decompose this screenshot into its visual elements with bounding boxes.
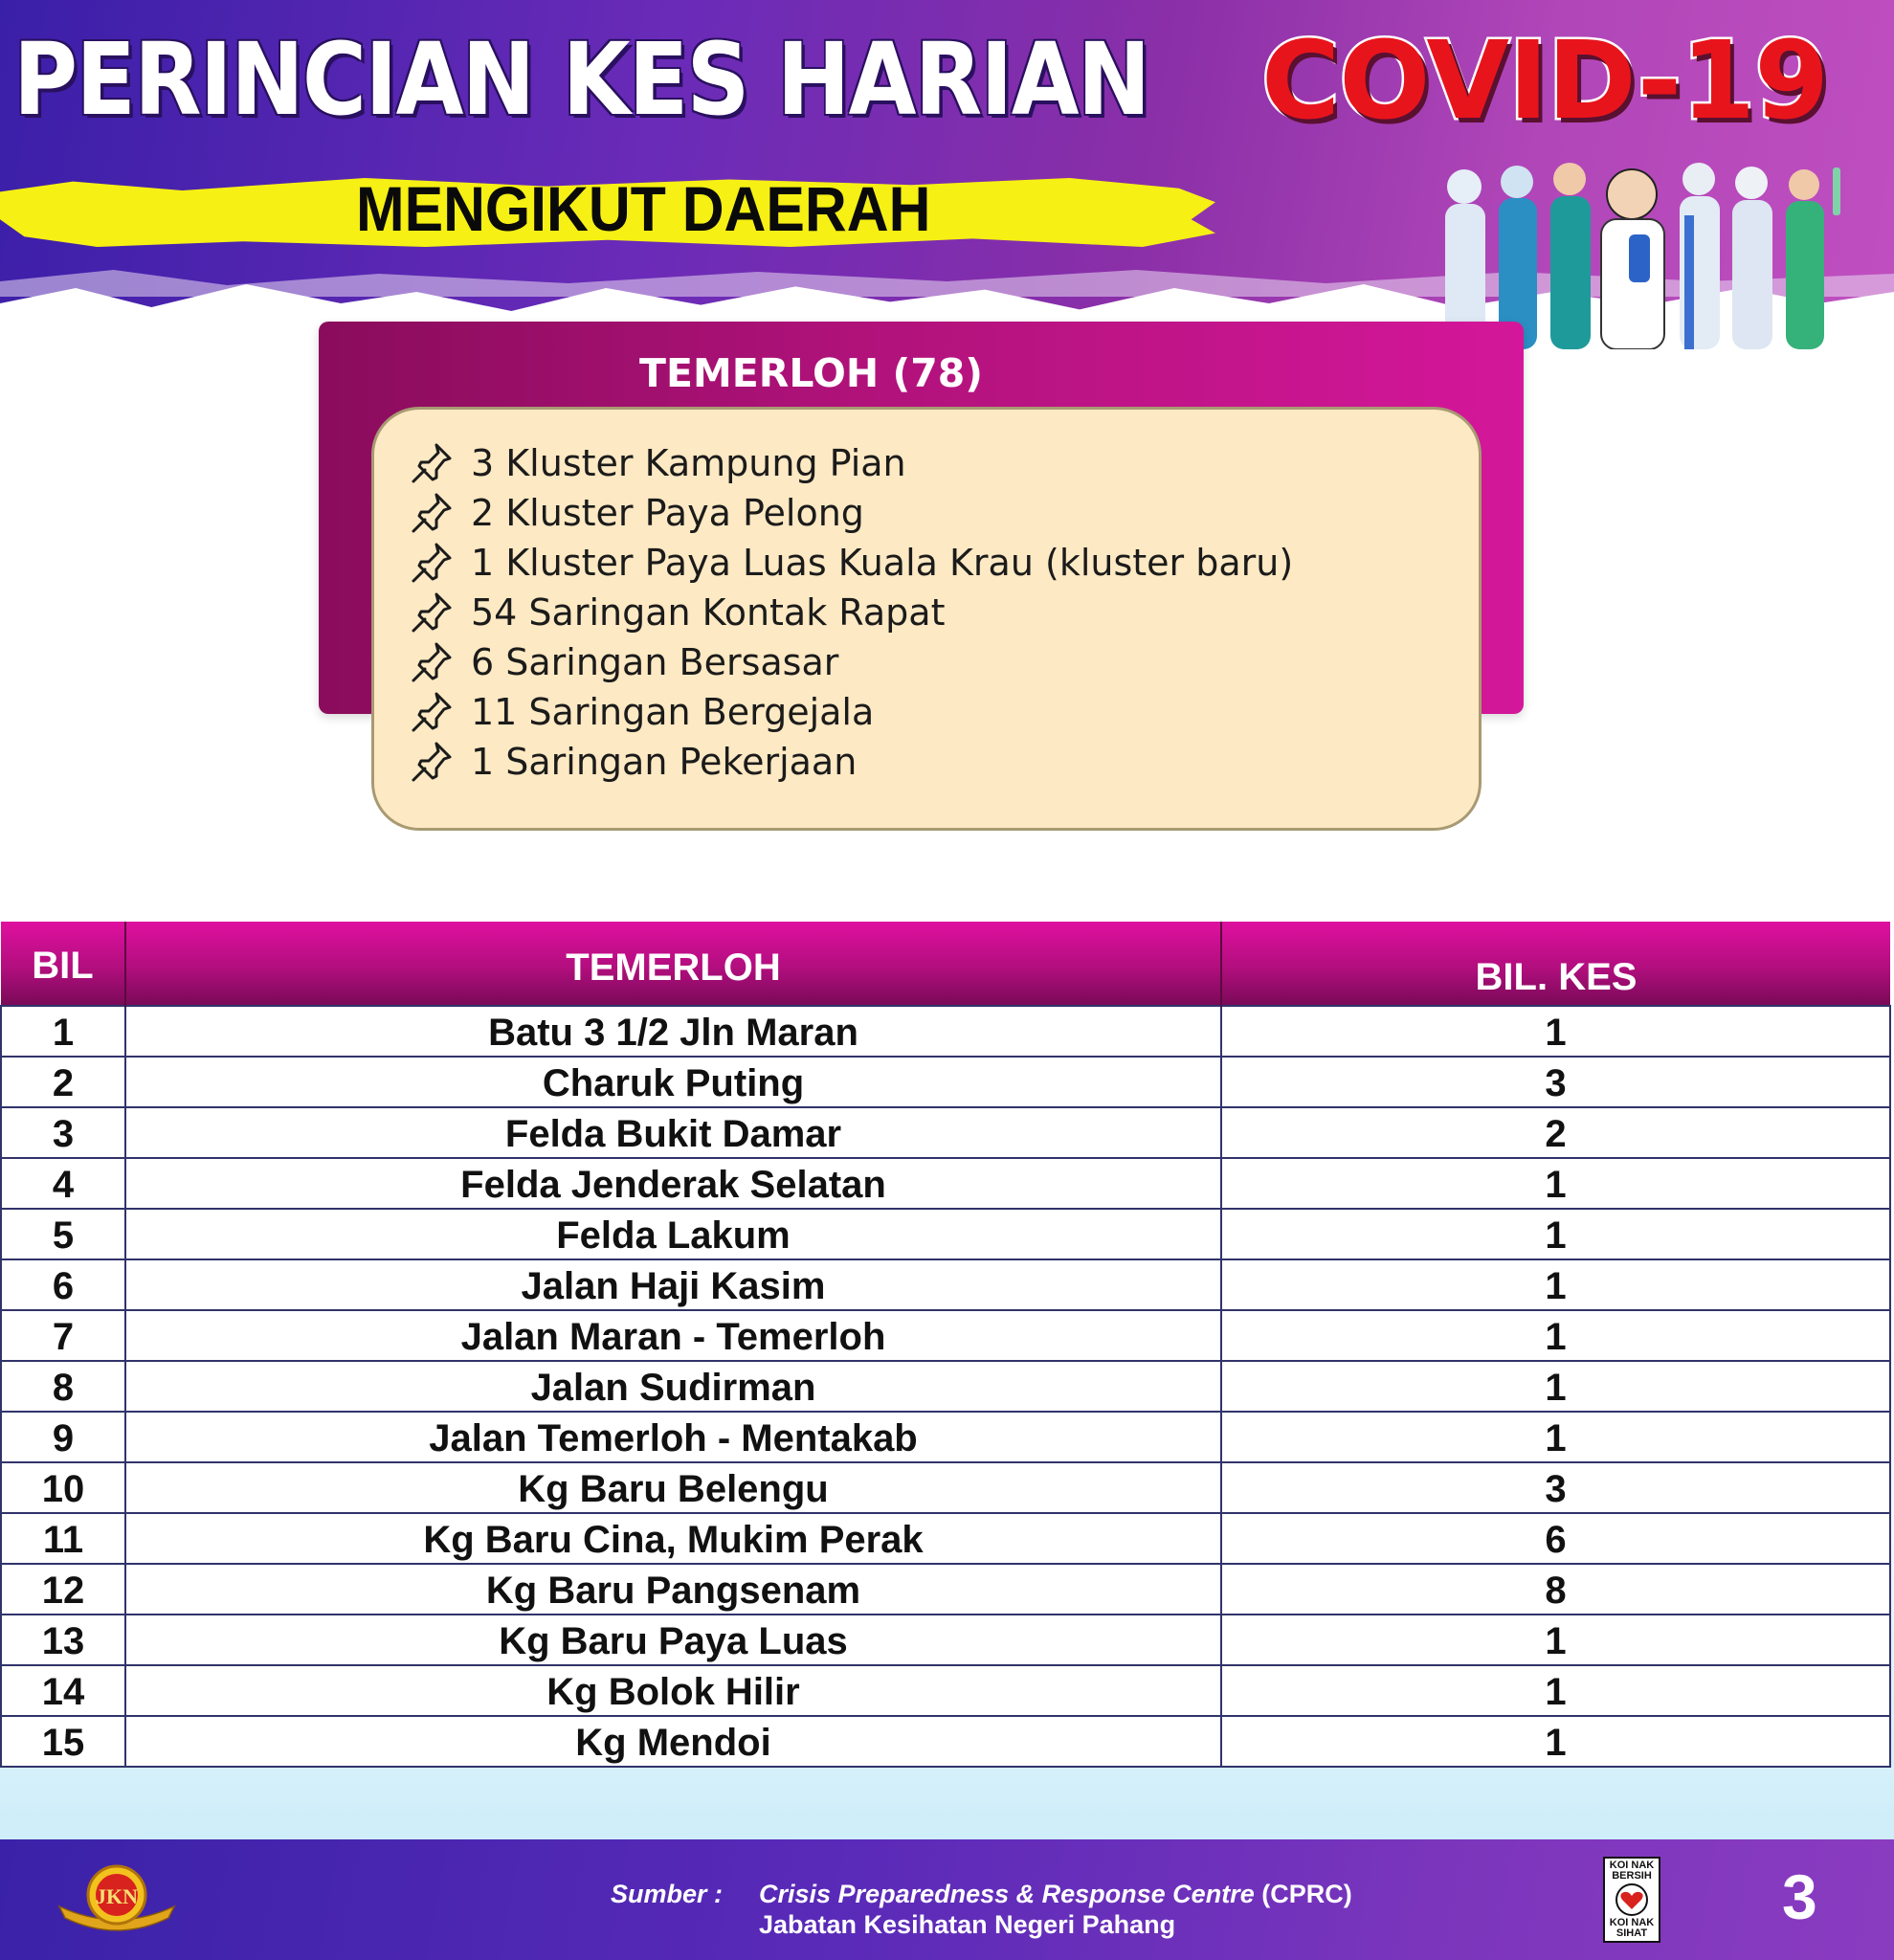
source-label: Sumber : [611, 1880, 724, 1908]
summary-item-text: 54 Saringan Kontak Rapat [471, 591, 946, 634]
cell-bil: 6 [1, 1259, 125, 1310]
cell-cases: 1 [1221, 1361, 1890, 1412]
cell-cases: 3 [1221, 1057, 1890, 1107]
cell-cases: 1 [1221, 1310, 1890, 1361]
cell-bil: 4 [1, 1158, 125, 1209]
cell-bil: 12 [1, 1564, 125, 1615]
cell-location: Kg Baru Belengu [125, 1462, 1221, 1513]
table-row [1, 1462, 1890, 1513]
pushpin-icon [408, 690, 457, 734]
cell-cases: 1 [1221, 1412, 1890, 1462]
cell-location: Jalan Temerloh - Mentakab [125, 1412, 1221, 1462]
table-row [1, 1310, 1890, 1361]
district-summary-title: TEMERLOH (78) [639, 350, 983, 396]
cell-location: Felda Jenderak Selatan [125, 1158, 1221, 1209]
summary-item-text: 1 Kluster Paya Luas Kuala Krau (kluster baru) [471, 542, 1294, 584]
source-organization: Crisis Preparedness & Response Centre [759, 1880, 1255, 1908]
cell-bil: 3 [1, 1107, 125, 1158]
cell-cases: 1 [1221, 1158, 1890, 1209]
column-header-cases: BIL. KES [1221, 922, 1890, 1006]
koi-nak-sihat-badge [1603, 1857, 1660, 1943]
cell-cases: 1 [1221, 1665, 1890, 1716]
table-row [1, 1209, 1890, 1259]
summary-item [408, 737, 1479, 787]
summary-item [408, 588, 1479, 637]
worker-figure-3 [1550, 163, 1591, 349]
cell-cases: 3 [1221, 1462, 1890, 1513]
summary-item-text: 3 Kluster Kampung Pian [471, 442, 906, 484]
koi-badge-top-text: KOI NAK BERSIH [1609, 1860, 1655, 1882]
cell-cases: 1 [1221, 1716, 1890, 1767]
cell-location: Kg Bolok Hilir [125, 1665, 1221, 1716]
cell-location: Batu 3 1/2 Jln Maran [125, 1006, 1221, 1057]
healthcare-workers-illustration [1426, 158, 1876, 349]
summary-item-text: 2 Kluster Paya Pelong [471, 492, 864, 534]
worker-figure-7 [1786, 167, 1840, 349]
cases-by-location-table [0, 922, 1891, 1768]
cell-location: Kg Baru Paya Luas [125, 1615, 1221, 1665]
worker-figure-center [1601, 169, 1664, 349]
pushpin-icon [408, 541, 457, 585]
cell-cases: 1 [1221, 1209, 1890, 1259]
pushpin-icon [408, 590, 457, 635]
cell-bil: 15 [1, 1716, 125, 1767]
cell-bil: 13 [1, 1615, 125, 1665]
table-row [1, 1665, 1890, 1716]
worker-figure-5 [1680, 163, 1720, 349]
table-row [1, 1057, 1890, 1107]
column-header-bil: BIL [1, 922, 125, 1006]
cell-bil: 2 [1, 1057, 125, 1107]
summary-notes-box [371, 407, 1482, 831]
jkn-logo [56, 1859, 178, 1937]
worker-figure-6 [1732, 167, 1772, 349]
page-number: 3 [1782, 1861, 1817, 1932]
table-row [1, 1361, 1890, 1412]
table-row [1, 1513, 1890, 1564]
page-title: PERINCIAN KES HARIAN [13, 21, 1149, 138]
table-row [1, 1259, 1890, 1310]
summary-item [408, 538, 1479, 588]
pushpin-icon [408, 740, 457, 784]
source-acronym: (CPRC) [1254, 1880, 1352, 1908]
cell-cases: 1 [1221, 1006, 1890, 1057]
summary-item [408, 488, 1479, 538]
summary-item-text: 6 Saringan Bersasar [471, 641, 839, 683]
cell-location: Jalan Maran - Temerloh [125, 1310, 1221, 1361]
cell-bil: 14 [1, 1665, 125, 1716]
heart-icon [1614, 1883, 1650, 1916]
cell-cases: 6 [1221, 1513, 1890, 1564]
table-row [1, 1006, 1890, 1057]
summary-item [408, 637, 1479, 687]
cell-location: Felda Bukit Damar [125, 1107, 1221, 1158]
cell-location: Charuk Puting [125, 1057, 1221, 1107]
summary-item [408, 438, 1479, 488]
koi-badge-bottom-text: KOI NAK SIHAT [1609, 1917, 1655, 1939]
table-row [1, 1158, 1890, 1209]
cell-location: Jalan Haji Kasim [125, 1259, 1221, 1310]
cell-cases: 1 [1221, 1615, 1890, 1665]
column-header-location: TEMERLOH [125, 922, 1221, 1006]
summary-item [408, 687, 1479, 737]
table-row [1, 1412, 1890, 1462]
source-line-2: Jabatan Kesihatan Negeri Pahang [759, 1910, 1176, 1939]
table-row [1, 1564, 1890, 1615]
pushpin-icon [408, 640, 457, 684]
cell-cases: 2 [1221, 1107, 1890, 1158]
cell-cases: 8 [1221, 1564, 1890, 1615]
summary-item-text: 1 Saringan Pekerjaan [471, 741, 858, 783]
cell-location: Felda Lakum [125, 1209, 1221, 1259]
cell-location: Kg Baru Cina, Mukim Perak [125, 1513, 1221, 1564]
cell-location: Kg Mendoi [125, 1716, 1221, 1767]
cell-bil: 8 [1, 1361, 125, 1412]
page-title-accent: COVID-19 [1261, 19, 1829, 144]
cell-bil: 7 [1, 1310, 125, 1361]
source-line-1 [759, 1880, 1352, 1909]
cell-bil: 10 [1, 1462, 125, 1513]
page-subtitle: MENGIKUT DAERAH [356, 173, 931, 244]
cell-bil: 5 [1, 1209, 125, 1259]
table-row [1, 1107, 1890, 1158]
pushpin-icon [408, 441, 457, 485]
cell-bil: 11 [1, 1513, 125, 1564]
cell-bil: 1 [1, 1006, 125, 1057]
cell-cases: 1 [1221, 1259, 1890, 1310]
pushpin-icon [408, 491, 457, 535]
table-row [1, 1716, 1890, 1767]
cell-location: Kg Baru Pangsenam [125, 1564, 1221, 1615]
cell-bil: 9 [1, 1412, 125, 1462]
cell-location: Jalan Sudirman [125, 1361, 1221, 1412]
table-header-row [1, 922, 1890, 1006]
jkn-logo-text: JKN [96, 1884, 138, 1908]
table-row [1, 1615, 1890, 1665]
summary-item-text: 11 Saringan Bergejala [471, 691, 875, 733]
